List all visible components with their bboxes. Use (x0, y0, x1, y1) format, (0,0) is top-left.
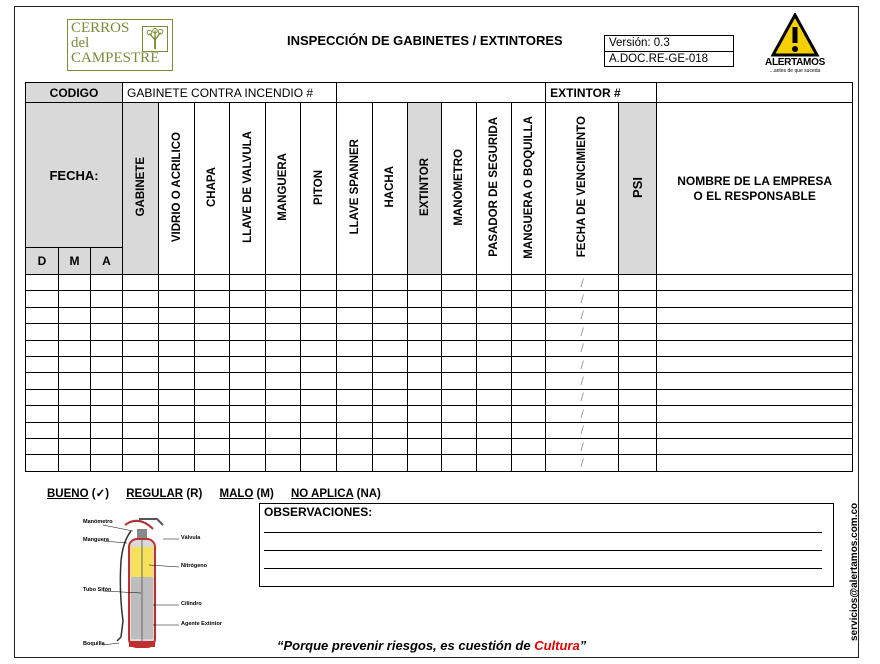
table-cell[interactable] (373, 406, 408, 422)
table-cell[interactable] (619, 291, 657, 307)
table-cell[interactable] (230, 340, 266, 356)
table-cell[interactable] (230, 356, 266, 372)
legend-no-aplica-code: (NA) (356, 488, 381, 500)
table-cell[interactable] (266, 356, 301, 372)
table-cell[interactable] (91, 422, 123, 438)
table-cell[interactable] (337, 291, 373, 307)
legend-bueno: BUENO (47, 488, 89, 500)
table-cell[interactable] (657, 324, 853, 340)
table-cell[interactable] (442, 406, 477, 422)
table-cell[interactable] (477, 438, 512, 454)
table-cell[interactable] (59, 406, 91, 422)
table-cell[interactable] (477, 324, 512, 340)
table-row (26, 455, 853, 471)
table-row (26, 373, 853, 389)
codigo-label: CODIGO (26, 83, 123, 103)
table-cell[interactable] (442, 291, 477, 307)
table-cell[interactable] (301, 307, 337, 323)
slogan-highlight: Cultura (534, 638, 580, 653)
table-cell[interactable] (337, 438, 373, 454)
label-manguera: Manguera (83, 537, 109, 543)
table-row (26, 275, 853, 291)
table-cell[interactable] (619, 324, 657, 340)
table-cell[interactable] (337, 406, 373, 422)
table-cell[interactable] (477, 356, 512, 372)
inspection-rows (26, 275, 853, 472)
legend-bueno-code: (✓) (91, 488, 110, 500)
col-manometro: MANÓMETRO (442, 103, 477, 275)
table-cell[interactable] (230, 291, 266, 307)
fecha-vencimiento-cell[interactable]: / (546, 455, 619, 471)
table-cell[interactable] (442, 307, 477, 323)
col-responsable: NOMBRE DE LA EMPRESA O EL RESPONSABLE (657, 103, 853, 275)
table-cell[interactable] (442, 324, 477, 340)
table-cell[interactable] (123, 291, 159, 307)
table-cell[interactable] (337, 389, 373, 405)
logo-line-1: CERROS (71, 20, 130, 36)
col-vidrio: VIDRIO O ACRILICO (159, 103, 195, 275)
table-cell[interactable] (91, 455, 123, 471)
logo-line-2: del (71, 35, 90, 51)
table-cell[interactable] (230, 438, 266, 454)
table-cell[interactable] (91, 307, 123, 323)
table-cell[interactable] (442, 389, 477, 405)
table-cell[interactable] (230, 389, 266, 405)
table-cell[interactable] (59, 275, 91, 291)
table-cell[interactable] (91, 324, 123, 340)
table-cell[interactable] (442, 422, 477, 438)
fecha-ano-label: A (91, 248, 123, 275)
table-row (26, 406, 853, 422)
table-cell[interactable] (59, 340, 91, 356)
table-cell[interactable] (373, 389, 408, 405)
fecha-vencimiento-cell[interactable]: / (546, 422, 619, 438)
col-psi: PSI (619, 103, 657, 275)
table-cell[interactable] (442, 356, 477, 372)
observaciones-line (264, 550, 822, 551)
table-cell[interactable] (266, 324, 301, 340)
label-manometro: Manómetro (83, 519, 113, 525)
table-cell[interactable] (26, 307, 59, 323)
table-cell[interactable] (512, 422, 546, 438)
table-cell[interactable] (408, 373, 442, 389)
table-cell[interactable] (512, 324, 546, 340)
table-cell[interactable] (123, 340, 159, 356)
fecha-vencimiento-cell[interactable]: / (546, 406, 619, 422)
table-cell[interactable] (91, 340, 123, 356)
table-row (26, 307, 853, 323)
table-cell[interactable] (59, 373, 91, 389)
label-boquilla: Boquilla (83, 641, 105, 647)
col-hacha: HACHA (373, 103, 408, 275)
table-cell[interactable] (230, 422, 266, 438)
table-cell[interactable] (266, 291, 301, 307)
table-cell[interactable] (373, 373, 408, 389)
fecha-vencimiento-cell[interactable]: / (546, 438, 619, 454)
table-cell[interactable] (373, 307, 408, 323)
warning-icon (755, 13, 835, 59)
table-cell[interactable] (477, 291, 512, 307)
alertamos-tagline: ...antes de que suceda (769, 68, 821, 74)
table-cell[interactable] (477, 307, 512, 323)
table-cell[interactable] (195, 373, 230, 389)
table-cell[interactable] (442, 340, 477, 356)
table-row (26, 291, 853, 307)
table-cell[interactable] (26, 340, 59, 356)
extinguisher-diagram (83, 513, 233, 653)
table-cell[interactable] (91, 438, 123, 454)
table-cell[interactable] (123, 389, 159, 405)
table-cell[interactable] (619, 438, 657, 454)
table-cell[interactable] (619, 455, 657, 471)
table-cell[interactable] (230, 307, 266, 323)
table-cell[interactable] (442, 373, 477, 389)
table-cell[interactable] (301, 389, 337, 405)
table-cell[interactable] (59, 438, 91, 454)
table-cell[interactable] (230, 455, 266, 471)
table-row (26, 324, 853, 340)
table-cell[interactable] (159, 389, 195, 405)
table-cell[interactable] (266, 422, 301, 438)
table-cell[interactable] (301, 356, 337, 372)
table-cell[interactable] (442, 438, 477, 454)
table-cell[interactable] (301, 275, 337, 291)
table-cell[interactable] (26, 422, 59, 438)
gabinete-number-field[interactable] (337, 83, 546, 103)
table-cell[interactable] (657, 340, 853, 356)
table-cell[interactable] (301, 438, 337, 454)
table-cell[interactable] (408, 307, 442, 323)
table-cell[interactable] (337, 455, 373, 471)
table-cell[interactable] (477, 422, 512, 438)
table-cell[interactable] (123, 307, 159, 323)
table-cell[interactable] (301, 291, 337, 307)
table-cell[interactable] (91, 373, 123, 389)
table-cell[interactable] (619, 406, 657, 422)
table-cell[interactable] (195, 455, 230, 471)
table-cell[interactable] (657, 438, 853, 454)
table-cell[interactable] (59, 422, 91, 438)
table-cell[interactable] (266, 389, 301, 405)
table-cell[interactable] (512, 340, 546, 356)
label-tubo-sifon: Tubo Sifón (83, 587, 112, 593)
col-pasador: PASADOR DE SEGURIDA (477, 103, 512, 275)
fecha-vencimiento-cell[interactable]: / (546, 324, 619, 340)
table-cell[interactable] (477, 373, 512, 389)
table-cell[interactable] (512, 307, 546, 323)
inspection-form (14, 6, 859, 658)
table-cell[interactable] (373, 422, 408, 438)
observaciones-line (264, 532, 822, 533)
legend-regular-code: (R) (186, 488, 203, 500)
table-cell[interactable] (619, 356, 657, 372)
table-cell[interactable] (337, 324, 373, 340)
legend-no-aplica: NO APLICA (291, 488, 354, 500)
table-cell[interactable] (619, 373, 657, 389)
table-cell[interactable] (512, 291, 546, 307)
table-cell[interactable] (337, 373, 373, 389)
table-cell[interactable] (159, 307, 195, 323)
table-cell[interactable] (195, 275, 230, 291)
table-cell[interactable] (123, 422, 159, 438)
table-cell[interactable] (657, 307, 853, 323)
table-cell[interactable] (301, 422, 337, 438)
col-manguera: MANGUERA (266, 103, 301, 275)
fecha-vencimiento-cell[interactable]: / (546, 275, 619, 291)
table-cell[interactable] (26, 389, 59, 405)
col-piton: PITON (301, 103, 337, 275)
table-cell[interactable] (657, 291, 853, 307)
table-cell[interactable] (91, 389, 123, 405)
table-cell[interactable] (123, 455, 159, 471)
table-cell[interactable] (408, 406, 442, 422)
alertamos-logo (755, 13, 835, 75)
table-cell[interactable] (91, 356, 123, 372)
table-cell[interactable] (266, 373, 301, 389)
table-cell[interactable] (408, 422, 442, 438)
table-cell[interactable] (159, 455, 195, 471)
table-cell[interactable] (26, 356, 59, 372)
label-valvula: Válvula (181, 535, 201, 541)
table-cell[interactable] (512, 275, 546, 291)
table-cell[interactable] (123, 438, 159, 454)
col-chapa: CHAPA (195, 103, 230, 275)
table-cell[interactable] (373, 438, 408, 454)
table-cell[interactable] (230, 406, 266, 422)
table-cell[interactable] (512, 438, 546, 454)
table-cell[interactable] (195, 438, 230, 454)
fecha-vencimiento-cell[interactable]: / (546, 291, 619, 307)
table-cell[interactable] (657, 389, 853, 405)
col-llave-spanner: LLAVE SPANNER (337, 103, 373, 275)
table-cell[interactable] (159, 340, 195, 356)
col-extintor: EXTINTOR (408, 103, 442, 275)
table-cell[interactable] (337, 356, 373, 372)
tree-icon (142, 26, 168, 52)
table-cell[interactable] (408, 291, 442, 307)
doc-code: A.DOC.RE-GE-018 (605, 51, 733, 66)
table-cell[interactable] (477, 389, 512, 405)
observaciones-label: OBSERVACIONES: (264, 505, 373, 519)
alertamos-brand: ALERTAMOS (765, 57, 825, 68)
table-cell[interactable] (408, 438, 442, 454)
table-cell[interactable] (373, 275, 408, 291)
table-cell[interactable] (373, 340, 408, 356)
label-cilindro: Cilindro (181, 601, 202, 607)
table-cell[interactable] (301, 324, 337, 340)
table-cell[interactable] (619, 422, 657, 438)
table-cell[interactable] (301, 455, 337, 471)
fecha-vencimiento-cell[interactable]: / (546, 307, 619, 323)
table-cell[interactable] (123, 356, 159, 372)
col-manguera-boquilla: MANGUERA O BOQUILLA (512, 103, 546, 275)
fecha-vencimiento-cell[interactable]: / (546, 356, 619, 372)
table-cell[interactable] (26, 324, 59, 340)
table-cell[interactable] (266, 307, 301, 323)
table-cell[interactable] (408, 340, 442, 356)
observaciones-box[interactable] (259, 503, 834, 587)
table-cell[interactable] (442, 275, 477, 291)
table-cell[interactable] (657, 422, 853, 438)
table-cell[interactable] (266, 455, 301, 471)
table-cell[interactable] (59, 307, 91, 323)
legend-malo-code: (M) (256, 488, 274, 500)
table-cell[interactable] (159, 324, 195, 340)
table-cell[interactable] (657, 373, 853, 389)
table-cell[interactable] (195, 340, 230, 356)
table-cell[interactable] (619, 307, 657, 323)
table-cell[interactable] (512, 373, 546, 389)
table-cell[interactable] (337, 422, 373, 438)
table-cell[interactable] (512, 406, 546, 422)
fecha-mes-label: M (59, 248, 91, 275)
fecha-vencimiento-cell[interactable]: / (546, 373, 619, 389)
logo-line-3: CAMPESTRE (71, 50, 160, 66)
table-cell[interactable] (619, 275, 657, 291)
table-cell[interactable] (657, 356, 853, 372)
table-cell[interactable] (26, 438, 59, 454)
table-cell[interactable] (657, 275, 853, 291)
table-cell[interactable] (408, 324, 442, 340)
table-cell[interactable] (477, 275, 512, 291)
table-row (26, 422, 853, 438)
side-email: servicios@alertamos.com.co (849, 502, 860, 642)
table-cell[interactable] (477, 406, 512, 422)
table-cell[interactable] (619, 340, 657, 356)
table-cell[interactable] (159, 373, 195, 389)
table-cell[interactable] (337, 307, 373, 323)
table-cell[interactable] (477, 340, 512, 356)
table-cell[interactable] (59, 324, 91, 340)
table-cell[interactable] (408, 356, 442, 372)
table-cell[interactable] (59, 291, 91, 307)
table-cell[interactable] (301, 373, 337, 389)
table-cell[interactable] (123, 373, 159, 389)
table-cell[interactable] (657, 406, 853, 422)
rating-legend (47, 486, 395, 500)
table-cell[interactable] (59, 455, 91, 471)
table-cell[interactable] (408, 275, 442, 291)
table-cell[interactable] (512, 389, 546, 405)
table-cell[interactable] (195, 389, 230, 405)
table-cell[interactable] (266, 438, 301, 454)
table-cell[interactable] (59, 389, 91, 405)
table-cell[interactable] (477, 455, 512, 471)
fecha-vencimiento-cell[interactable]: / (546, 389, 619, 405)
table-cell[interactable] (230, 373, 266, 389)
table-cell[interactable] (512, 455, 546, 471)
table-cell[interactable] (373, 455, 408, 471)
table-cell[interactable] (159, 438, 195, 454)
fecha-dia-label: D (26, 248, 59, 275)
table-cell[interactable] (195, 422, 230, 438)
table-cell[interactable] (657, 455, 853, 471)
table-cell[interactable] (266, 340, 301, 356)
table-cell[interactable] (195, 324, 230, 340)
version-box (604, 35, 734, 67)
legend-malo: MALO (219, 488, 254, 500)
fecha-label: FECHA: (26, 103, 123, 248)
extintor-number-field[interactable] (657, 83, 853, 103)
table-row (26, 340, 853, 356)
col-fecha-vencimiento: FECHA DE VENCIMIENTO (546, 103, 619, 275)
table-cell[interactable] (619, 389, 657, 405)
fire-extinguisher-icon (83, 513, 233, 653)
col-llave-valvula: LLAVE DE VALVULA (230, 103, 266, 275)
table-cell[interactable] (26, 275, 59, 291)
table-cell[interactable] (159, 275, 195, 291)
table-cell[interactable] (159, 422, 195, 438)
table-cell[interactable] (59, 356, 91, 372)
observaciones-line (264, 568, 822, 569)
inspection-table (25, 82, 853, 472)
table-cell[interactable] (301, 340, 337, 356)
col-gabinete: GABINETE (123, 103, 159, 275)
label-agente-extintor: Agente Extintor (181, 621, 222, 627)
label-nitrogeno: Nitrógeno (181, 563, 207, 569)
table-cell[interactable] (230, 275, 266, 291)
table-cell[interactable] (195, 356, 230, 372)
table-cell[interactable] (195, 291, 230, 307)
table-cell[interactable] (26, 406, 59, 422)
table-cell[interactable] (266, 275, 301, 291)
table-cell[interactable] (337, 275, 373, 291)
table-row (26, 389, 853, 405)
table-cell[interactable] (408, 455, 442, 471)
table-cell[interactable] (408, 389, 442, 405)
legend-regular: REGULAR (126, 488, 184, 500)
table-cell[interactable] (123, 275, 159, 291)
table-cell[interactable] (373, 291, 408, 307)
document-title: INSPECCIÓN DE GABINETES / EXTINTORES (287, 33, 563, 48)
table-cell[interactable] (123, 324, 159, 340)
table-row (26, 438, 853, 454)
gabinete-label: GABINETE CONTRA INCENDIO # (123, 83, 337, 103)
table-cell[interactable] (373, 324, 408, 340)
table-cell[interactable] (159, 356, 195, 372)
table-cell[interactable] (230, 324, 266, 340)
extintor-label: EXTINTOR # (546, 83, 657, 103)
table-cell[interactable] (91, 291, 123, 307)
table-cell[interactable] (159, 291, 195, 307)
table-cell[interactable] (91, 275, 123, 291)
table-cell[interactable] (91, 406, 123, 422)
table-cell[interactable] (26, 455, 59, 471)
table-cell[interactable] (26, 291, 59, 307)
table-cell[interactable] (301, 406, 337, 422)
table-cell[interactable] (26, 373, 59, 389)
fecha-vencimiento-cell[interactable]: / (546, 340, 619, 356)
table-cell[interactable] (373, 356, 408, 372)
table-cell[interactable] (337, 340, 373, 356)
table-cell[interactable] (266, 406, 301, 422)
version-text: Versión: 0.3 (609, 37, 670, 49)
table-cell[interactable] (195, 406, 230, 422)
table-row (26, 356, 853, 372)
table-cell[interactable] (512, 356, 546, 372)
cerros-del-campestre-logo (67, 19, 173, 71)
table-cell[interactable] (123, 406, 159, 422)
table-cell[interactable] (195, 307, 230, 323)
table-cell[interactable] (159, 406, 195, 422)
footer-slogan: “Porque prevenir riesgos, es cuestión de Cultura” (277, 638, 587, 653)
table-cell[interactable] (442, 455, 477, 471)
